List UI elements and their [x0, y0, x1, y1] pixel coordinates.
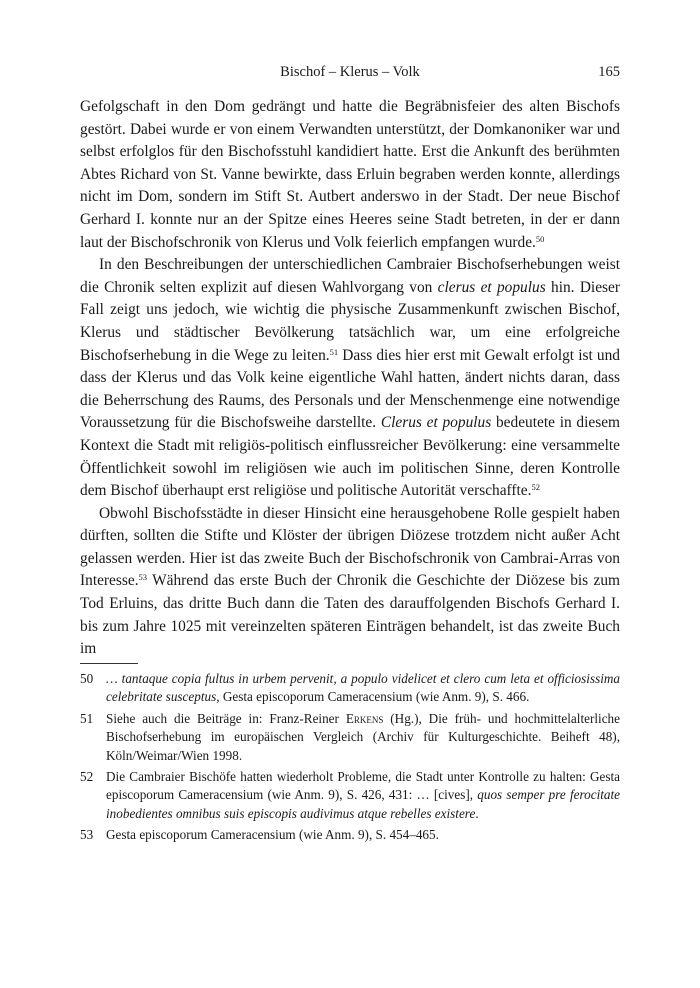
- text-run: , Gesta episcoporum Cameracensium (wie Anm. 9), S. 466.: [216, 689, 530, 705]
- footnote: [80, 826, 620, 844]
- paragraph: [80, 254, 620, 503]
- footnote: [80, 710, 620, 765]
- footnote-ref: 51: [329, 346, 339, 357]
- text-run: bedeutete in diesem Kontext die Stadt mit religiös-politisch einflussreicher Bevölkerung: eine versammelte Öffentlichkeit sowohl im religiösen wie auch im politischen Sinne, deren Kontrolle dem Bischof überhaupt erst religiöse und politische Autorität verschaffte.: [80, 414, 621, 500]
- paragraph: [80, 96, 620, 254]
- text-run: Obwohl Bischofsstädte in dieser Hinsicht eine herausgehobene Rolle gespielt haben dürften, sollten die Stifte und Klöster der übrigen Diözese trotzdem nicht außer Acht gelassen werden. Hier ist das zweite Buch der Bischofschronik von Cambrai-Arras von Interesse.: [80, 504, 620, 590]
- running-header: [80, 64, 620, 84]
- footnote-ref: 53: [138, 572, 148, 583]
- text-run: (Hg.), Die früh- und hochmittelalterliche Bischofserhebung im europäischen Vergleich (Archiv für Kulturgeschichte. Beiheft 48), Köln/Weimar/Wien 1998.: [106, 710, 620, 763]
- text-run: Die Cambraier Bischöfe hatten wiederholt Probleme, die Stadt unter Kontrolle zu halten: Gesta episcoporum Cameracensium (wie Anm. 9), S. 426, 431: … [cives],: [106, 769, 620, 803]
- italic-text: quos semper pre ferocitate inobedientes omnibus suis episcopis audivimus atque rebelles existere: [106, 787, 621, 821]
- footnote-number: 52: [80, 769, 94, 785]
- footnote-ref: 52: [531, 482, 540, 493]
- text-run: Siehe auch die Beiträge in: Franz-Reiner: [106, 710, 346, 726]
- footnotes: [80, 670, 620, 848]
- text-run: Gesta episcoporum Cameracensium (wie Anm. 9), S. 454–465.: [106, 827, 439, 843]
- text-run: Während das erste Buch der Chronik die Geschichte der Diözese bis zum Tod Erluins, das dritte Buch dann die Taten des darauffolgenden Bischofs Gerhard I. bis zum Jahre 1025 mit vereinzelten späteren Einträgen behandelt, ist das zweite Buch im: [80, 572, 620, 658]
- footnote-ref: 50: [535, 233, 545, 244]
- footnote-divider: [80, 663, 138, 664]
- paragraph: [80, 503, 620, 661]
- footnote: [80, 670, 620, 707]
- footnote-number: 51: [80, 710, 94, 726]
- running-title: Bischof – Klerus – Volk: [280, 64, 420, 80]
- italic-text: … tantaque copia fultus in urbem pervenit, a populo videlicet et clero cum leta et officiosissima celebritate susceptus: [106, 671, 620, 705]
- footnote-number: 50: [80, 671, 94, 686]
- text-run: hin. Dieser Fall zeigt uns jedoch, wie wichtig die physische Zusammenkunft zwischen Bischof, Klerus und städtischer Bevölkerung tatsächlich war, um eine erfolgreiche Bischofserhebung in die Wege zu leiten.: [80, 278, 620, 364]
- text-run: In den Beschreibungen der unterschiedlichen Cambraier Bischofserhebungen weist die Chronik selten explizit auf diesen Wahlvorgang von: [80, 256, 620, 296]
- footnote: [80, 768, 620, 823]
- page-number: 165: [598, 64, 620, 80]
- footnote-number: 53: [80, 827, 94, 843]
- text-run: Gefolgschaft in den Dom gedrängt und hatte die Begräbnisfeier des alten Bischofs gestört. Dabei wurde er von einem Verwandten unterstützt, der Domkanoniker war und selbst erfolglos für den Bischofsstuhl kandidiert hatte. Erst die Ankunft des berühmten Abtes Richard von St. Vanne bewirkte, dass Erluin begraben werden konnte, allerdings nicht im Dom, sondern im Stift St. Autbert anderswo in der Stadt. Der neue Bischof Gerhard I. konnte nur an der Spitze eines Heeres seine Stadt betreten, in der er dann laut der Bischofschronik von Klerus und Volk feierlich empfangen wurde.: [80, 98, 620, 251]
- text-run: Dass dies hier erst mit Gewalt erfolgt ist und dass der Klerus und das Volk keine eigentliche Wahl hatten, ändert nichts daran, dass die Beherrschung des Raums, des Personals und der Menschenmenge eine notwendige Voraussetzung für die Bischofsweihe darstellte.: [80, 346, 621, 432]
- italic-text: clerus et populus: [437, 278, 546, 296]
- author-name: Erkens: [345, 710, 384, 726]
- text-run: .: [475, 805, 479, 821]
- italic-text: Clerus et populus: [380, 414, 492, 432]
- body-text: [80, 96, 620, 661]
